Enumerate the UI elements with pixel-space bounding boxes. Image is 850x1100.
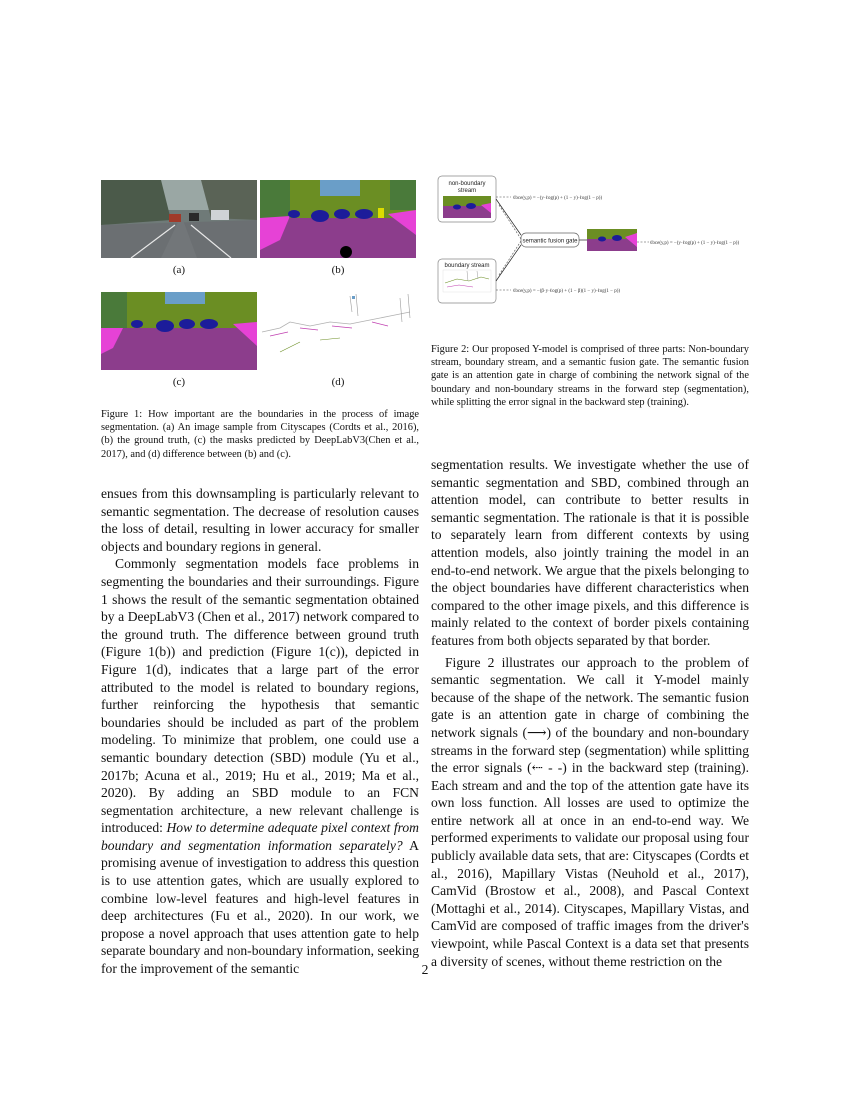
boundary-thumbnail	[443, 270, 491, 292]
research-question: How to determine adequate pixel context from boundary and segmentation information separately?	[101, 820, 419, 853]
right-paragraph-1: segmentation results. We investigate whether the use of semantic segmentation and SBD, combined through an attention model, can contribute to better results in semantic segmentation. The rationale is that it is possible to separately learn from different contexts by using attention models, also jointly training the model in an end-to-end network. We argue that the pixels belonging to the object boundaries have different characteristics when compared to the other image pixels, and this difference is mainly related to the context of border pixels containing features from both objects separated by that border.	[431, 457, 749, 648]
figure1-sublabel-a: (a)	[172, 264, 186, 276]
right-paragraph-2: Figure 2 illustrates our approach to the problem of semantic segmentation. We call it Y-model mainly because of the shape of the network. The semantic fusion gate is an attention gate in charge of combining the network signals (⟶) of the boundary and non-boundary streams in the forward step (segmentation) while splitting the error signals (⇠ - -) in the backward step (training). Each stream and and the top of the attention gate have its own loss function. All losses are used to optimize the entire network all at once in an end-to-end way. We performed experiments to validate our proposal using four publicly available data sets, that are: Cityscapes (Cordts et al., 2016), Mapillary Vistas (Neuhold et al., 2017), CamVid (Brostow et al., 2008), and Pascal Context (Mottaghi et al., 2014). Cityscapes, Mapillary Vistas, and CamVid are composed of traffic images from the driver's viewpoint, while Pascal Context is a data set that presents a diversity of scenes, without theme restriction on the	[431, 654, 749, 969]
loss-formula-nonboundary: ℓbce(y,p) = −(y·ℓog(p) + (1 − y)·ℓog(1 − p))	[513, 196, 603, 201]
left-paragraph-2: Commonly segmentation models face problems in segmenting the boundaries and their surroundings. Figure 1 shows the result of the semantic segmentation obtained by a DeepLabV3 (Chen et al., 2017) network compared to the ground truth. The difference between ground truth (Figure 1(b)) and prediction (Figure 1(c)), depicted in Figure 1(d), indicates that a large part of the error attributed to the model is related to boundary regions, further reinforcing the hypothesis that semantic boundaries should be included as part of the problem modeling. To minimize that problem, one could use a semantic boundary detection (SBD) module (Yu et al., 2017b; Acuna et al., 2019; Hu et al., 2019; Ma et al., 2020). By adding an SBD module to an FCN segmentation architecture, a new relevant challenge is introduced: How to determine adequate pixel context from boundary and segmentation information separately? A promising avenue of investigation to address this question is to use attention gates, which are usually explored to combine low-level features and high-level features in deep architectures (Fu et al., 2020). In our work, we propose a novel approach that uses attention gate to help separate boundary and non-boundary information, seeking for the improvement of the semantic	[101, 556, 420, 977]
figure1-sublabel-d: (d)	[331, 376, 345, 388]
loss-formula-fusion: ℓbce(y,p) = −(y·ℓog(p) + (1 − y)·ℓog(1 − p))	[650, 241, 740, 246]
nonboundary-thumbnail	[443, 196, 491, 218]
figure1-image-c-prediction	[101, 292, 257, 370]
fusion-output-thumbnail	[587, 229, 637, 251]
figure1-caption: Figure 1: How important are the boundaries in the process of image segmentation. (a) An image sample from Cityscapes (Cordts et al., 2016), (b) the ground truth, (c) the masks predicted by DeepLabV3(Chen et al., 2017), and (d) difference between (b) and (c).	[101, 409, 419, 460]
figure1-image-d-difference	[260, 292, 416, 370]
figure2-caption: Figure 2: Our proposed Y-model is comprised of three parts: Non-boundary stream, boundary stream, and a semantic fusion gate. The semantic fusion gate is an attention gate in charge of combining the network signal of the boundary and non-boundary streams in the forward step (segmentation), while splitting the error signal in the backward step (training).	[431, 344, 749, 408]
figure1-sublabel-b: (b)	[331, 264, 345, 276]
right-text-column	[431, 456, 749, 970]
nonboundary-stream-label-line1: non-boundary	[448, 181, 486, 187]
page-number: 2	[421, 962, 429, 977]
semantic-fusion-gate-label: semantic fusion gate	[522, 238, 578, 245]
left-text-column	[101, 485, 419, 978]
left-paragraph-1: ensues from this downsampling is particularly relevant to semantic segmentation. The decrease of resolution causes the loss of detail, resulting in lower accuracy for smaller objects and boundary regions in general.	[101, 486, 419, 554]
figure1-sublabel-c: (c)	[172, 376, 186, 388]
figure1-image-b-ground-truth	[260, 180, 416, 258]
nonboundary-stream-label-line2: stream	[457, 188, 477, 194]
loss-formula-boundary: ℓbce(y,p) = −(β·y·ℓog(p) + (1 − β)(1 − y)·ℓog(1 − p))	[513, 289, 621, 294]
boundary-stream-label: boundary stream	[444, 263, 490, 269]
figure1-image-a-street-photo	[101, 180, 257, 258]
figure2-ymodel-diagram	[437, 175, 760, 305]
